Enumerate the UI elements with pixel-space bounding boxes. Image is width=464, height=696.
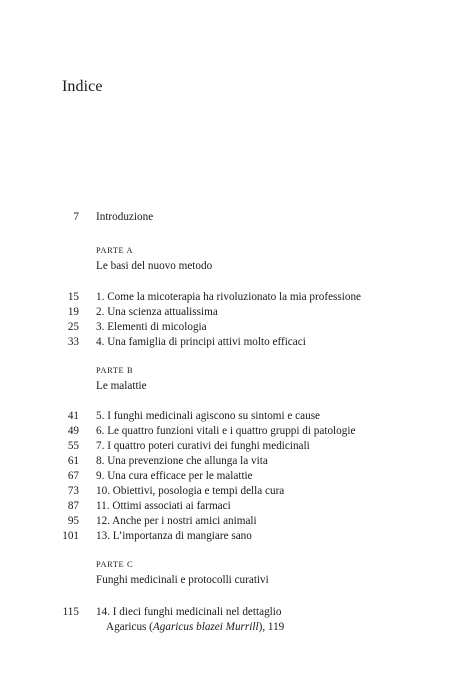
toc-entry: [0, 290, 464, 304]
toc-subentry: [106, 620, 284, 634]
entry-title: 1. Come la micoterapia ha rivoluzionato la mia professione: [96, 291, 361, 303]
entry-title: 14. I dieci funghi medicinali nel dettaglio: [96, 606, 282, 618]
toc-entry: [0, 469, 464, 483]
page-number: 19: [67, 306, 79, 318]
page-number: 55: [67, 440, 79, 452]
part-c-label: PARTE C: [96, 560, 134, 569]
page-number: 115: [62, 606, 79, 618]
page-number: 101: [62, 530, 79, 542]
entry-title: 13. L’importanza di mangiare sano: [96, 530, 252, 542]
entry-title: 2. Una scienza attualissima: [96, 306, 218, 318]
toc-entry-intro: [0, 210, 464, 224]
page-number: 95: [67, 515, 79, 527]
page-number: 67: [67, 470, 79, 482]
page-number: 49: [67, 425, 79, 437]
toc-entry: [0, 424, 464, 438]
entry-title: 4. Una famiglia di principi attivi molto efficaci: [96, 336, 306, 348]
subentry-name: Agaricus (: [106, 621, 153, 633]
toc-entry: [0, 320, 464, 334]
part-a-label: PARTE A: [96, 246, 134, 255]
page-number: 61: [67, 455, 79, 467]
toc-entry: [0, 484, 464, 498]
page-number: 87: [67, 500, 79, 512]
toc-entry: [0, 514, 464, 528]
entry-title: Introduzione: [96, 211, 154, 223]
page-number: 25: [67, 321, 79, 333]
toc-entry: [0, 409, 464, 423]
entry-title: 12. Anche per i nostri amici animali: [96, 515, 257, 527]
entry-title: 10. Obiettivi, posologia e tempi della cura: [96, 485, 285, 497]
toc-entry: [0, 439, 464, 453]
toc-entry: [0, 305, 464, 319]
page-number: 33: [67, 336, 79, 348]
page-number: 73: [67, 485, 79, 497]
subentry-page: ), 119: [258, 621, 285, 633]
entry-title: 7. I quattro poteri curativi dei funghi medicinali: [96, 440, 310, 452]
entry-title: 8. Una prevenzione che allunga la vita: [96, 455, 268, 467]
part-b-title: Le malattie: [96, 380, 147, 392]
page-title: Indice: [62, 78, 103, 95]
toc-entry: [0, 529, 464, 543]
page-number: 15: [67, 291, 79, 303]
entry-title: 9. Una cura efficace per le malattie: [96, 470, 253, 482]
toc-entry: [0, 335, 464, 349]
entry-title: 5. I funghi medicinali agiscono su sintomi e cause: [96, 410, 321, 422]
entry-title: 6. Le quattro funzioni vitali e i quattro gruppi di patologie: [96, 425, 356, 437]
part-c-title: Funghi medicinali e protocolli curativi: [96, 574, 269, 586]
toc-entry: [0, 605, 464, 619]
part-a-title: Le basi del nuovo metodo: [96, 260, 213, 272]
toc-entry: [0, 454, 464, 468]
entry-title: 3. Elementi di micologia: [96, 321, 207, 333]
page-number: 7: [73, 211, 79, 223]
subentry-species: Agaricus blazei Murrill: [152, 621, 259, 633]
entry-title: 11. Ottimi associati ai farmaci: [96, 500, 231, 512]
toc-entry: [0, 499, 464, 513]
part-b-label: PARTE B: [96, 366, 134, 375]
page-number: 41: [67, 410, 79, 422]
